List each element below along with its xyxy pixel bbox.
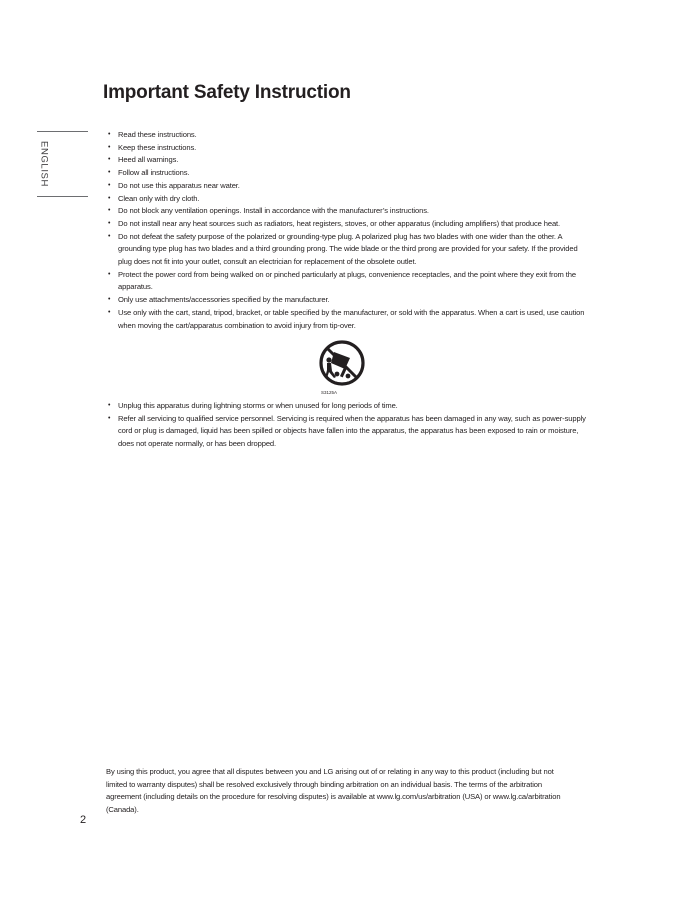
- bullet-icon: •: [108, 232, 111, 240]
- list-item-text: Refer all servicing to qualified service personnel. Servicing is required when the apparatus has been damaged in any way, such as power-supply cord or plug is damaged, liquid has been spilled or objects have fallen into the apparatus, the apparatus has been exposed to rain or moisture, does not operate normally, or has been dropped.: [118, 413, 586, 449]
- list-item-text: Unplug this apparatus during lightning storms or when unused for long periods of time.: [118, 401, 398, 410]
- list-item: [108, 269, 590, 294]
- list-item: [108, 218, 590, 231]
- list-item-text: Do not install near any heat sources such as radiators, heat registers, stoves, or other apparatus (including amplifiers) that produce heat.: [118, 218, 561, 228]
- page-title: Important Safety Instruction: [103, 82, 351, 103]
- list-item: [108, 294, 590, 307]
- bullet-icon: •: [108, 308, 111, 316]
- cart-symbol-code: S3125A: [321, 390, 338, 395]
- list-item-text: Clean only with dry cloth.: [118, 193, 200, 203]
- list-item: [108, 167, 590, 180]
- page-number: 2: [80, 814, 87, 826]
- list-item: [108, 154, 590, 167]
- list-item: [108, 231, 590, 269]
- list-item-text: Only use attachments/accessories specified by the manufacturer.: [118, 295, 330, 305]
- bullet-icon: •: [108, 169, 111, 177]
- bullet-icon: •: [108, 181, 111, 189]
- list-item-text: Do not defeat the safety purpose of the polarized or grounding-type plug. A polarized plug has two blades with one wider than the other. A grounding type plug has two blades and a third grounding prong. The wide blade or the third prong are provided for your safety. If the provided plug does not fit into your outlet, consult an electrician for replacement of the obsolete outlet.: [118, 231, 578, 267]
- list-item: [108, 193, 590, 206]
- bullet-icon: •: [108, 414, 111, 422]
- list-item: [108, 205, 590, 218]
- bullet-icon: •: [108, 207, 111, 215]
- cart-tip-over-warning-icon: [312, 338, 372, 398]
- list-item-text: Follow all instructions.: [118, 168, 190, 178]
- bullet-icon: •: [108, 296, 111, 304]
- bullet-icon: •: [108, 131, 111, 138]
- list-item: [108, 180, 590, 193]
- arbitration-disclaimer: By using this product, you agree that all disputes between you and LG arising out of or relating in any way to this product (including but not limited to warranty disputes) shall be resolved exclusively through binding arbitration on an individual basis. The terms of the arbitration agreement (including details on the procedure for resolving disputes) is available at www.lg.com/us/arbitration (USA) or www.lg.ca/arbitration (Canada).: [106, 767, 561, 815]
- list-item: [108, 400, 590, 413]
- bullet-icon: •: [108, 270, 111, 278]
- bullet-icon: •: [108, 156, 111, 164]
- list-item-text: Keep these instructions.: [118, 142, 197, 152]
- language-tab-label: ENGLISH: [38, 141, 50, 187]
- list-item: [108, 142, 590, 155]
- list-item-text: Do not block any ventilation openings. Install in accordance with the manufacturer’s instructions.: [118, 206, 429, 216]
- bullet-icon: •: [108, 143, 111, 151]
- list-item: [108, 307, 590, 332]
- bullet-icon: •: [108, 219, 111, 227]
- safety-instruction-list: [108, 129, 590, 332]
- list-item: [108, 129, 590, 142]
- list-item-text: Read these instructions.: [118, 130, 197, 139]
- list-item-text: Use only with the cart, stand, tripod, bracket, or table specified by the manufacturer, or sold with the apparatus. When a cart is used, use caution when moving the cart/apparatus combination to avoid injury from tip-over.: [118, 307, 585, 330]
- language-tab-bottom-rule: [37, 196, 88, 197]
- list-item-text: Heed all warnings.: [118, 155, 179, 165]
- safety-instruction-list-continued: [108, 400, 590, 451]
- bullet-icon: •: [108, 402, 111, 409]
- list-item: [108, 413, 590, 451]
- bullet-icon: •: [108, 194, 111, 202]
- list-item-text: Do not use this apparatus near water.: [118, 180, 240, 190]
- list-item-text: Protect the power cord from being walked on or pinched particularly at plugs, convenience receptacles, and the point where they exit from the apparatus.: [118, 269, 576, 292]
